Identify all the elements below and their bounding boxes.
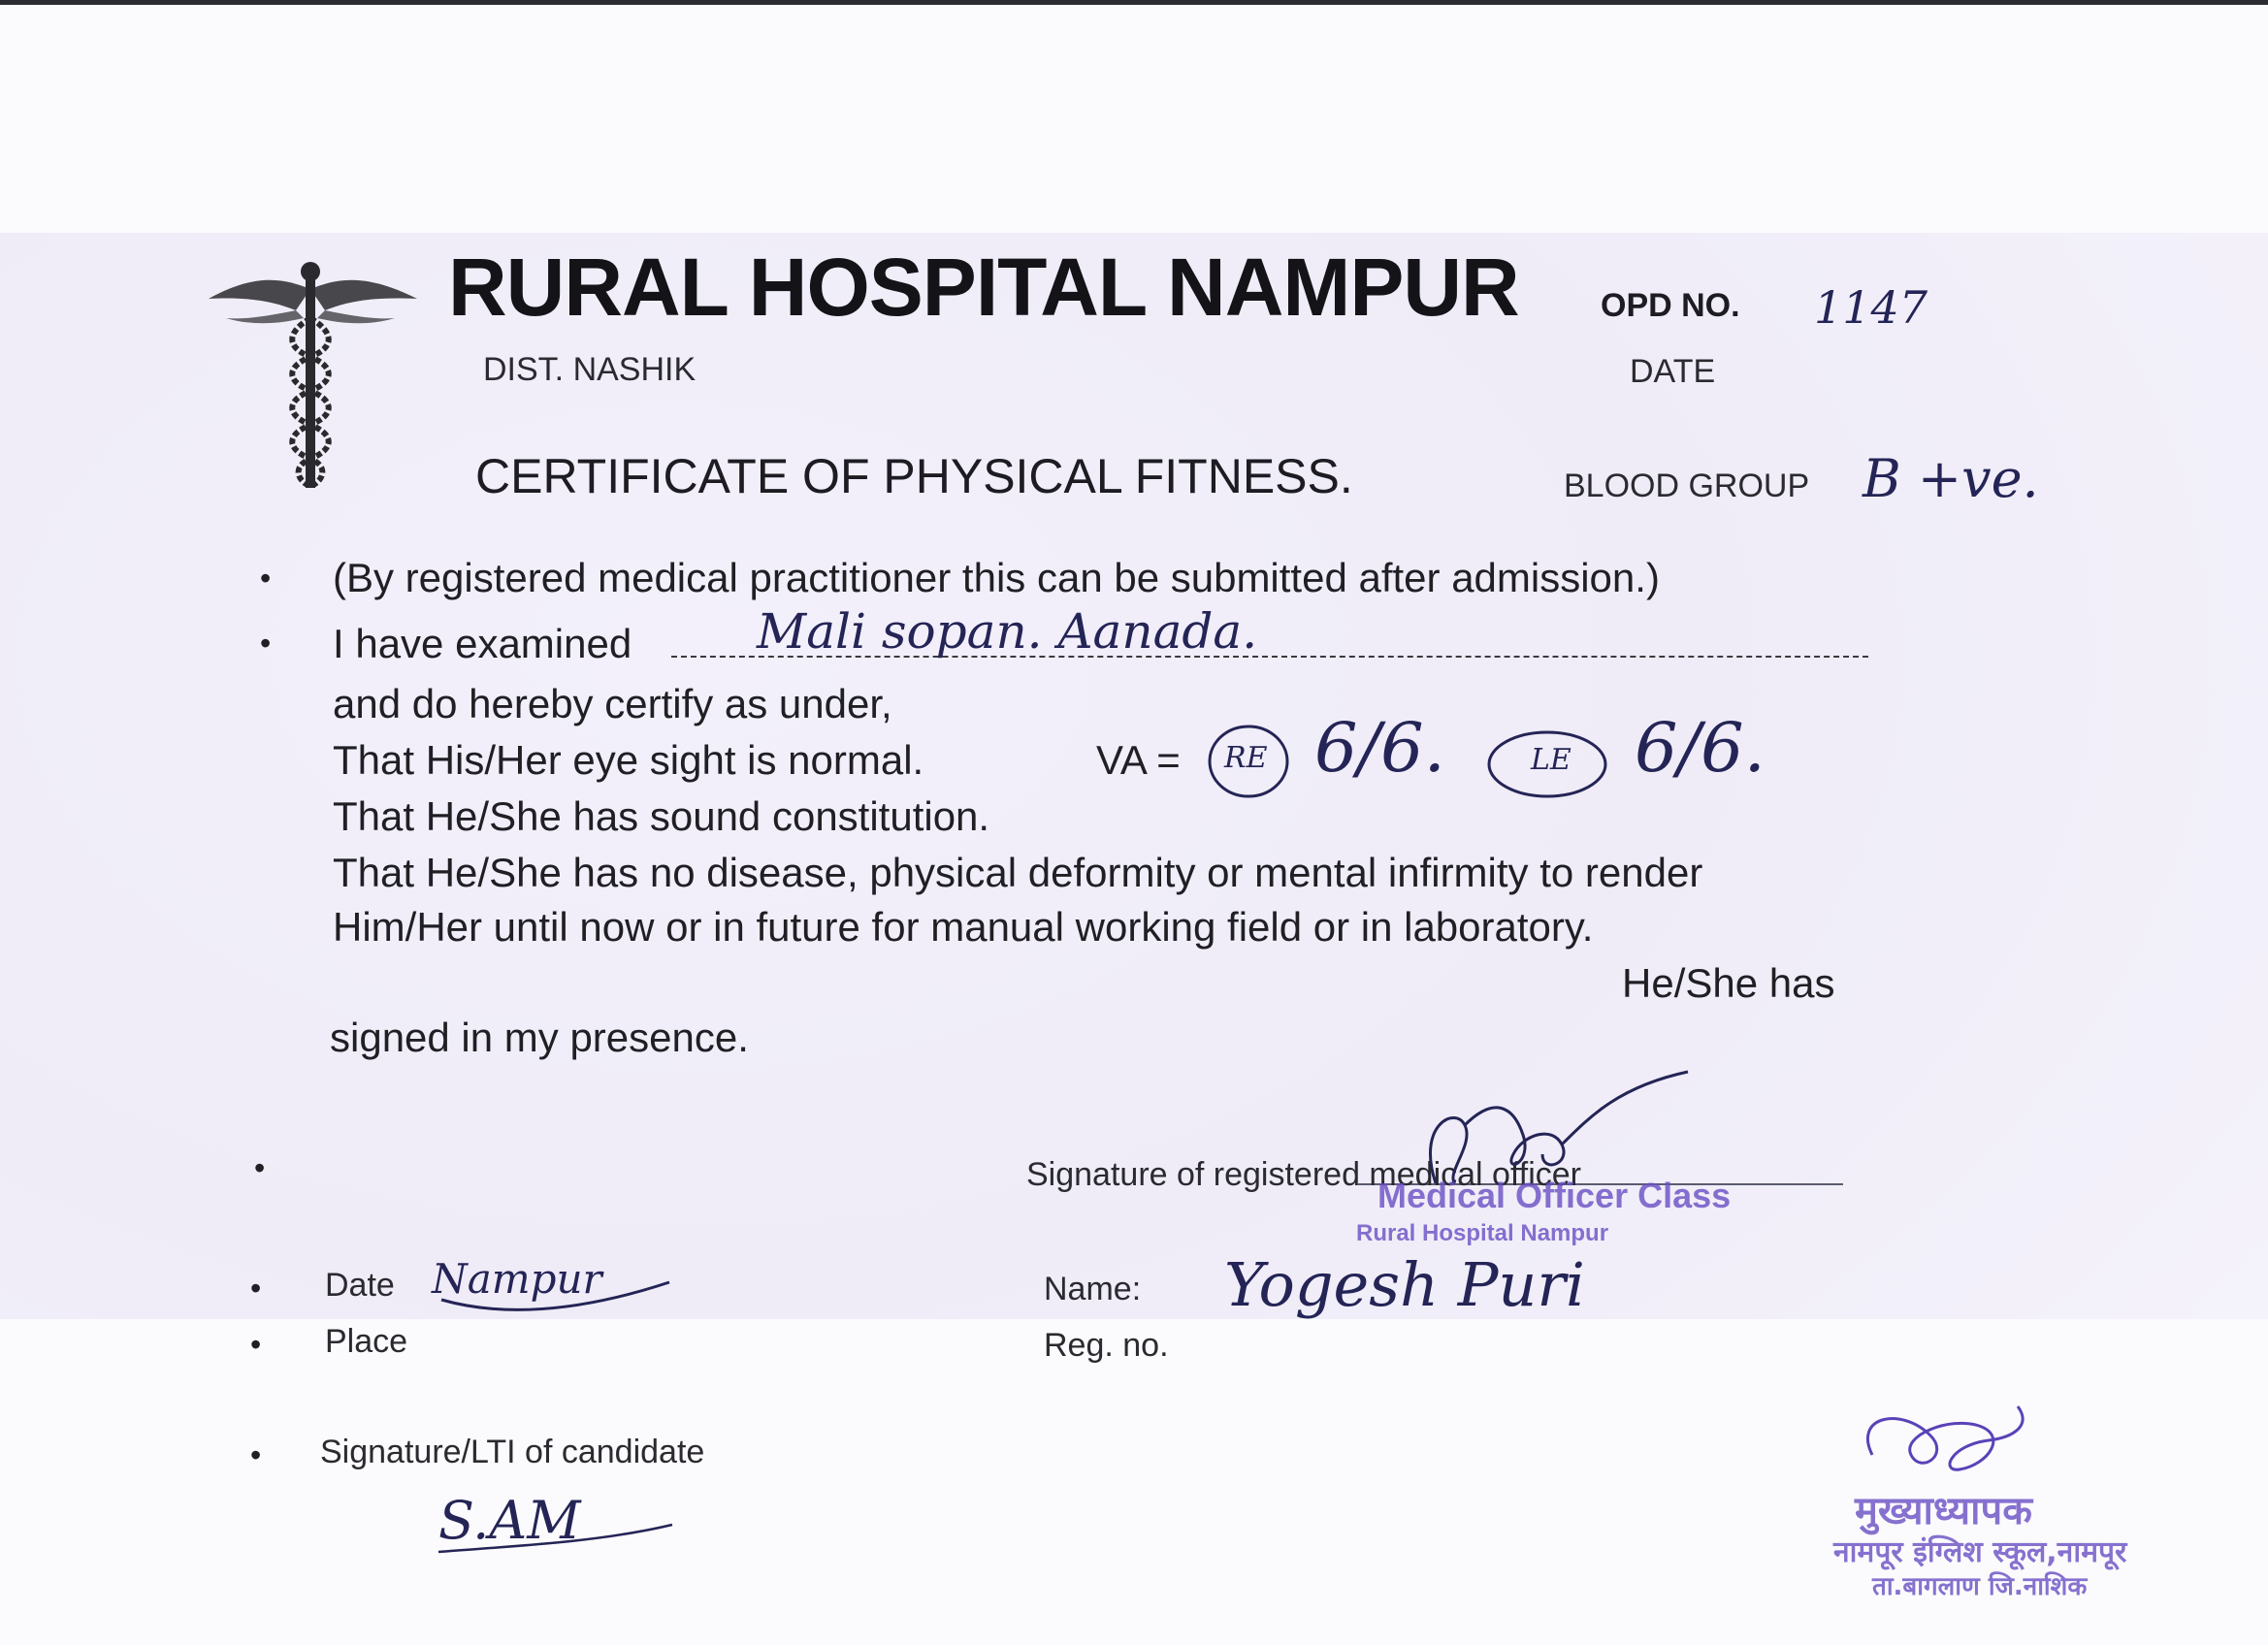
name-label: Name:	[1044, 1271, 1142, 1307]
signed-line-2: signed in my presence.	[330, 1015, 749, 1060]
va-right-eye-label: RE	[1224, 741, 1268, 775]
caduceus-logo-icon	[199, 250, 422, 493]
candidate-signature-value: S.AM	[438, 1490, 581, 1551]
disease-line-1: That He/She has no disease, physical deformity or mental infirmity to render	[333, 850, 1703, 895]
candidate-signature-underline	[435, 1513, 677, 1562]
eye-sight-line: That His/Her eye sight is normal.	[333, 737, 924, 783]
va-left-eye-value: 6/6.	[1635, 708, 1766, 788]
date-value: Nampur	[432, 1255, 602, 1303]
district-label: DIST. NASHIK	[483, 351, 697, 388]
examined-label: I have examined	[333, 621, 632, 666]
place-label: Place	[325, 1323, 408, 1360]
certify-line: and do hereby certify as under,	[333, 681, 892, 726]
bullet-officer: •	[254, 1150, 266, 1185]
note-line: (By registered medical practitioner this can be submitted after admission.)	[333, 555, 1660, 600]
hospital-stamp-line-1: Medical Officer Class	[1377, 1176, 1732, 1215]
blood-group-label: BLOOD GROUP	[1564, 468, 1810, 504]
officer-signature-label: Signature of registered medical officer	[1026, 1156, 1582, 1193]
opd-number-value: 1147	[1814, 281, 1928, 334]
hospital-name: RURAL HOSPITAL NAMPUR	[448, 242, 1519, 333]
bullet-candidate: •	[250, 1437, 262, 1472]
bullet-note: •	[260, 561, 272, 596]
scan-top-edge	[0, 0, 2268, 5]
candidate-signature-label: Signature/LTI of candidate	[320, 1434, 705, 1470]
paper-top-margin	[0, 0, 2268, 233]
school-stamp-line-3: ता.बागलाण जि.नाशिक	[1872, 1572, 2088, 1601]
blood-group-value: B +ve.	[1863, 448, 2039, 509]
signed-line-1: He/She has	[1622, 960, 1835, 1006]
date-label-footer: Date	[325, 1267, 395, 1304]
bullet-place: •	[250, 1327, 262, 1362]
examined-name-value: Mali sopan. Aanada.	[757, 603, 1258, 660]
school-stamp-line-2: नामपूर इंग्लिश स्कूल,नामपूर	[1833, 1535, 2127, 1569]
va-left-eye-label: LE	[1531, 743, 1571, 777]
disease-line-2: Him/Her until now or in future for manual working field or in laboratory.	[333, 904, 1594, 950]
reg-no-label: Reg. no.	[1044, 1327, 1169, 1364]
opd-number-label: OPD NO.	[1601, 287, 1740, 324]
bullet-date: •	[250, 1271, 262, 1306]
officer-signature-scribble	[1397, 1067, 1707, 1193]
certificate-title: CERTIFICATE OF PHYSICAL FITNESS.	[475, 449, 1353, 503]
school-stamp-line-1: मुख्याध्यापक	[1855, 1489, 2032, 1533]
va-right-eye-value: 6/6.	[1314, 708, 1445, 788]
constitution-line: That He/She has sound constitution.	[333, 793, 990, 839]
name-value: Yogesh Puri	[1224, 1249, 1585, 1320]
bullet-examined: •	[260, 626, 272, 661]
va-label: VA =	[1096, 737, 1181, 783]
hospital-stamp-line-2: Rural Hospital Nampur	[1356, 1220, 1609, 1246]
date-label-header: DATE	[1630, 353, 1716, 390]
date-value-underline	[432, 1261, 674, 1348]
